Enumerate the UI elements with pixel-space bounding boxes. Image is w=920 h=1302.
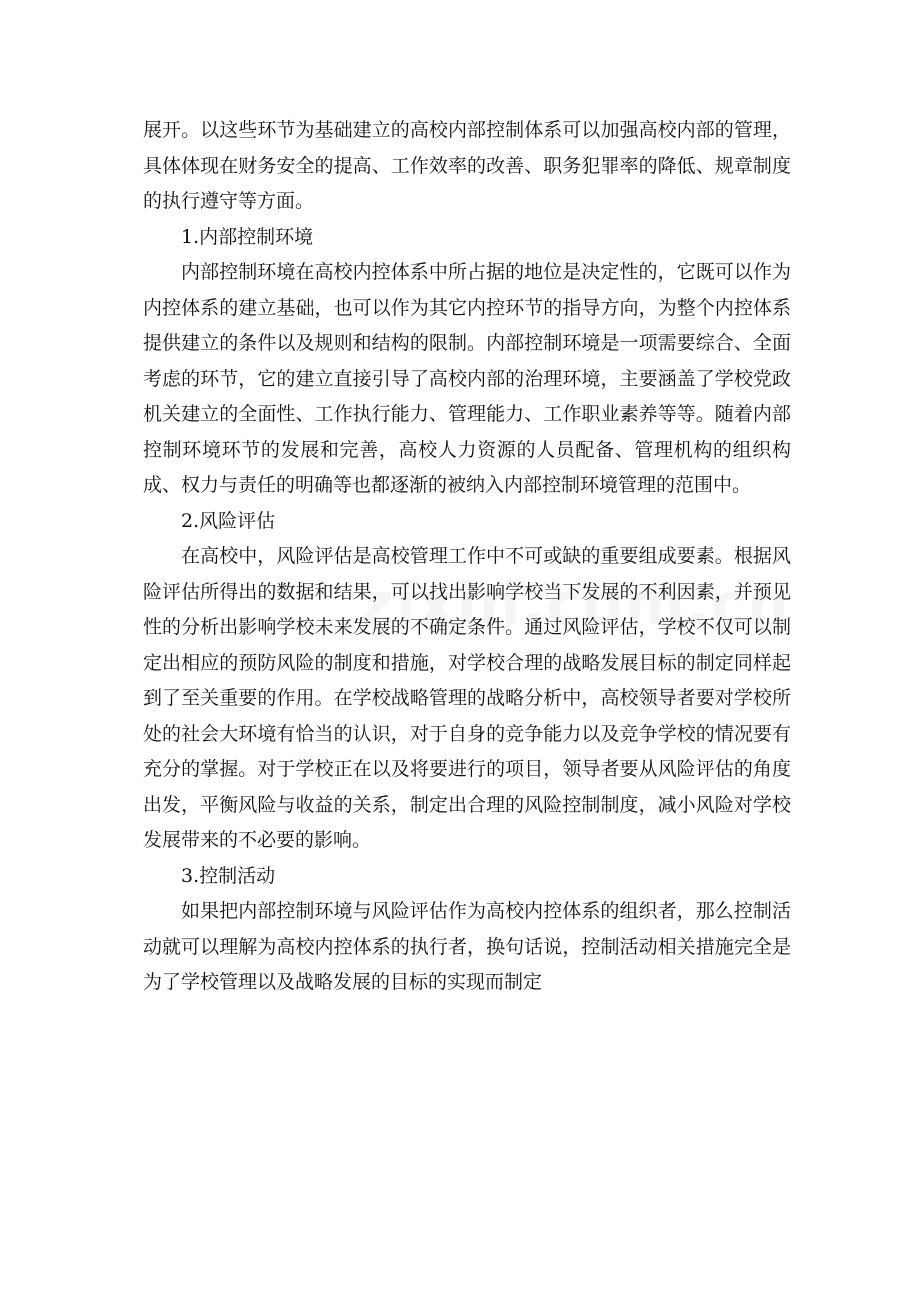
paragraph-continuation: 展开。以这些环节为基础建立的高校内部控制体系可以加强高校内部的管理，具体体现在财务安全的提高、工作效率的改善、职务犯罪率的降低、规章制度的执行遵守等方面。 [143, 119, 791, 212]
section-heading-risk-assessment: 2.风险评估 [181, 509, 276, 532]
paragraph-internal-control-environment: 内部控制环境在高校内控体系中所占据的地位是决定性的，它既可以作为内控体系的建立基础，也可以作为其它内控环节的指导方向，为整个内控体系提供建立的条件以及规则和结构的限制。内部控制环境是一项需要综合、全面考虑的环节，它的建立直接引导了高校内部的治理环境，主要涵盖了学校党政机关建立的全面性、工作执行能力、管理能力、工作职业素养等等。随着内部控制环境环节的发展和完善，高校人力资源的人员配备、管理机构的组织构成、权力与责任的明确等也都逐渐的被纳入内部控制环境管理的范围中。 [143, 261, 791, 496]
paragraph-risk-assessment: 在高校中，风险评估是高校管理工作中不可或缺的重要组成要素。根据风险评估所得出的数据和结果，可以找出影响学校当下发展的不利因素，并预见性的分析出影响学校未来发展的不确定条件。通过风险评估，学校不仅可以制定出相应的预防风险的制度和措施，对学校合理的战略发展目标的制定同样起到了至关重要的作用。在学校战略管理的战略分析中，高校领导者要对学校所处的社会大环境有恰当的认识，对于自身的竞争能力以及竞争学校的情况要有充分的掌握。对于学校正在以及将要进行的项目，领导者要从风险评估的角度出发，平衡风险与收益的关系，制定出合理的风险控制制度，减小风险对学校发展带来的不必要的影响。 [143, 545, 791, 851]
section-heading-control-activities: 3.控制活动 [181, 864, 276, 887]
document-body [143, 113, 791, 1001]
section-heading-internal-control-environment: 1.内部控制环境 [181, 225, 314, 248]
paragraph-control-activities: 如果把内部控制环境与风险评估作为高校内控体系的组织者，那么控制活动就可以理解为高校内控体系的执行者，换句话说，控制活动相关措施完全是为了学校管理以及战略发展的目标的实现而制定 [143, 900, 791, 993]
